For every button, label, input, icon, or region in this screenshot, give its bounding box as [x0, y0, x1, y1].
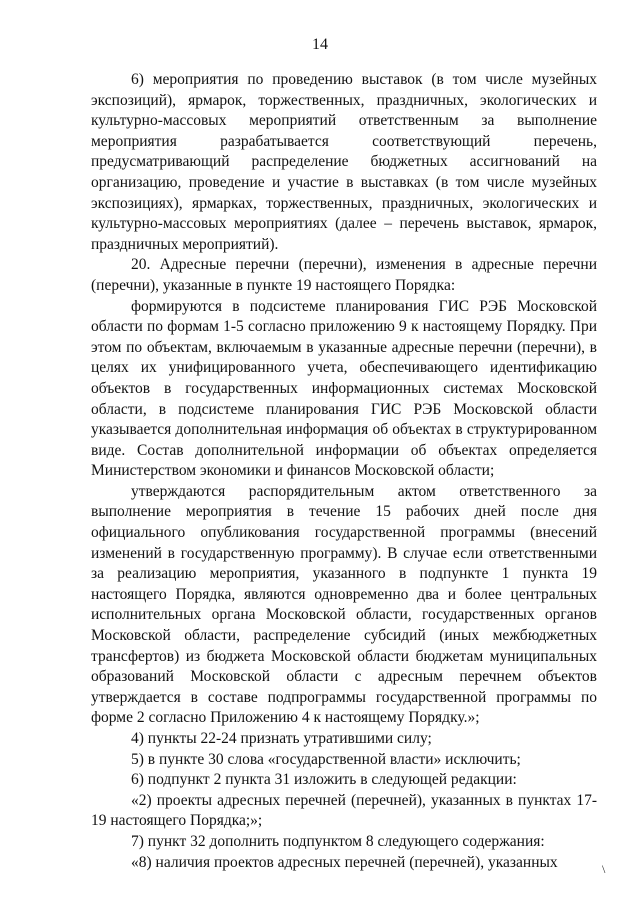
- paragraph-item-4: 4) пункты 22-24 признать утратившими силу;: [131, 730, 432, 747]
- paragraph-point-20: 20. Адресные перечни (перечни), изменения в адресные перечни (перечни), указанные в пункте 19 настоящего Порядка:: [91, 256, 597, 294]
- paragraph-item-7: 7) пункт 32 дополнить подпунктом 8 следующего содержания:: [131, 832, 545, 850]
- page-number: 14: [312, 36, 328, 53]
- paragraph-item-6-subpoint: 6) подпункт 2 пункта 31 изложить в следующей редакции:: [131, 771, 517, 789]
- margin-mark: \: [602, 862, 606, 876]
- paragraph-quoted-subpoint-2: «2) проекты адресных перечней (перечней), указанных в пунктах 17-19 настоящего Порядка;»;: [91, 791, 597, 830]
- paragraph-item-6-exhibitions: 6) мероприятия по проведению выставок (в том числе музейных экспозиций), ярмарок, торжественных, праздничных, экологических и культурно-массовых мероприятий ответственным за выполнение мероприятия разрабатывается соответствующий перечень, предусматривающий распределение бюджетных ассигнований на организацию, проведение и участие в выставках (в том числе музейных экспозициях), ярмарках, торжественных, праздничных, экологических и культурно-массовых мероприятиях (далее – перечень выставок, ярмарок, праздничных мероприятий).: [91, 71, 597, 253]
- paragraph-approved-by-act: утверждаются распорядительным актом ответственного за выполнение мероприятия в течение 15 рабочих дней после дня официального опубликования государственной программы (внесений изменений в государственную программу). В случае если ответственными за реализацию мероприятия, указанного в подпункте 1 пункта 19 настоящего Порядка, являются одновременно два и более центральных исполнительных органа Московской области, государственных органов Московской области, распределение субсидий (иных межбюджетных трансфертов) из бюджета Московской области бюджетам муниципальных образований Московской области с адресным перечнем объектов утверждается в составе подпрограммы государственной программы по форме 2 согласно Приложению 4 к настоящему Порядку.»;: [91, 482, 597, 727]
- document-body: [91, 70, 597, 873]
- paragraph-item-5: 5) в пункте 30 слова «государственной власти» исключить;: [131, 750, 521, 768]
- paragraph-quoted-subpoint-8: «8) наличия проектов адресных перечней (перечней), указанных: [131, 853, 558, 871]
- paragraph-formed-in-subsystem: формируются в подсистеме планирования ГИС РЭБ Московской области по формам 1-5 согласно приложению 9 к настоящему Порядку. При этом по объектам, включаемым в указанные адресные перечни (перечни), в целях их унифицированного учета, обеспечивающего идентификацию объектов в государственных информационных системах Московской области, в подсистеме планирования ГИС РЭБ Московской области указывается дополнительная информация об объектах в структурированном виде. Состав дополнительной информации об объектах определяется Министерством экономики и финансов Московской области;: [91, 297, 597, 480]
